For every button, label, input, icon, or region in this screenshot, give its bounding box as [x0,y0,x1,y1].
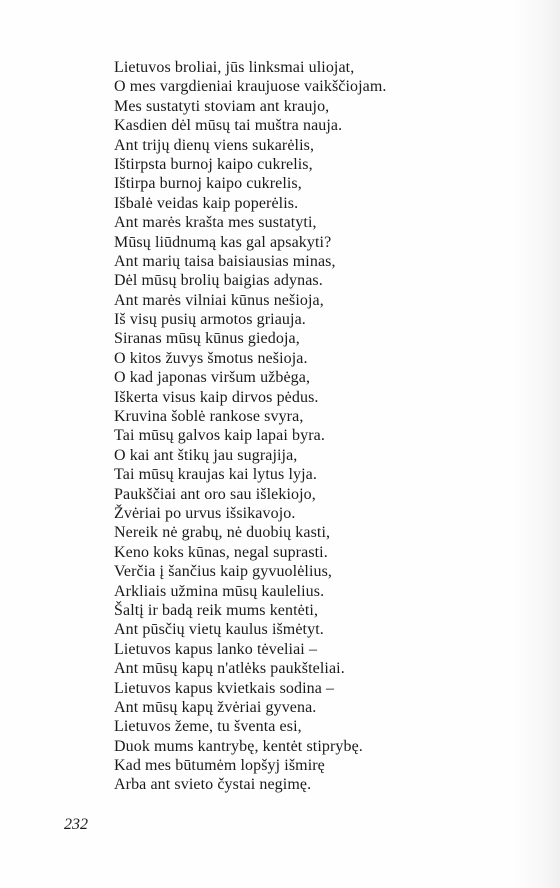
poem-line: Ištirpsta burnoj kaipo cukrelis, [114,155,313,173]
poem-line: O kai ant štikų jau sugrajija, [114,446,298,464]
poem-line: Mūsų liūdnumą kas gal apsakyti? [114,233,332,251]
poem-line: Ant trijų dienų viens sukarėlis, [114,136,315,154]
poem-line: Iškerta visus kaip dirvos pėdus. [114,388,319,406]
poem-line: Tai mūsų kraujas kai lytus lyja. [114,466,317,484]
page-number: 232 [64,816,88,833]
poem-line: Kasdien dėl mūsų tai muštra nauja. [114,117,343,135]
poem-line: Lietuvos kapus lanko tėveliai – [114,640,318,658]
poem-line: Duok mums kantrybę, kentėt stiprybę. [114,737,363,755]
poem-line: Siranas mūsų kūnus giedoja, [114,330,300,348]
poem-line: Ant mūsų kapų žvėriai gyvena. [114,698,317,716]
poem-line: O kitos žuvys šmotus nešioja. [114,349,308,367]
poem-line: Tai mūsų galvos kaip lapai byra. [114,427,325,445]
poem-line: Mes sustatyti stoviam ant kraujo, [114,97,330,115]
poem-line: Verčia į šančius kaip gyvuolėlius, [114,563,333,581]
poem-line: O kad japonas viršum užbėga, [114,369,311,387]
poem-line: Arkliais užmina mūsų kaulelius. [114,582,325,600]
poem-line: Ant marės vilniai kūnus nešioja, [114,291,324,309]
poem-line: Iš visų pusių armotos griauja. [114,311,306,329]
poem-line: Išbalė veidas kaip poperėlis. [114,194,299,212]
poem-line: Ant pūsčių vietų kaulus išmėtyt. [114,621,324,639]
poem-line: Lietuvos kapus kvietkais sodina – [114,679,335,697]
poem-line: Ant mūsų kapų n'atlėks paukšteliai. [114,660,345,678]
poem-text [114,58,534,795]
poem-line: Ant marių taisa baisiausias minas, [114,252,336,270]
poem-line: Ant marės krašta mes sustatyti, [114,214,317,232]
poem-line: Nereik nė grabų, nė duobių kasti, [114,524,331,542]
poem-line: Ištirpa burnoj kaipo cukrelis, [114,175,302,193]
poem-line: Lietuvos broliai, jūs linksmai uliojat, [114,59,355,76]
poem-line: O mes vargdieniai kraujuose vaikščiojam. [114,78,387,96]
poem-line: Paukščiai ant oro sau išlekiojo, [114,485,316,503]
poem-line: Keno koks kūnas, negal suprasti. [114,543,328,561]
poem-line: Dėl mūsų brolių baigias adynas. [114,272,323,290]
poem-line: Šaltį ir badą reik mums kentėti, [114,601,319,619]
poem-line: Kad mes būtumėm lopšyj išmirę [114,757,325,775]
poem-line: Arba ant svieto čystai negimę. [114,776,312,794]
poem-line: Žvėriai po urvus išsikavojo. [114,504,296,522]
poem-line: Lietuvos žeme, tu šventa esi, [114,718,302,736]
poem-line: Kruvina šoblė rankose svyra, [114,408,304,426]
